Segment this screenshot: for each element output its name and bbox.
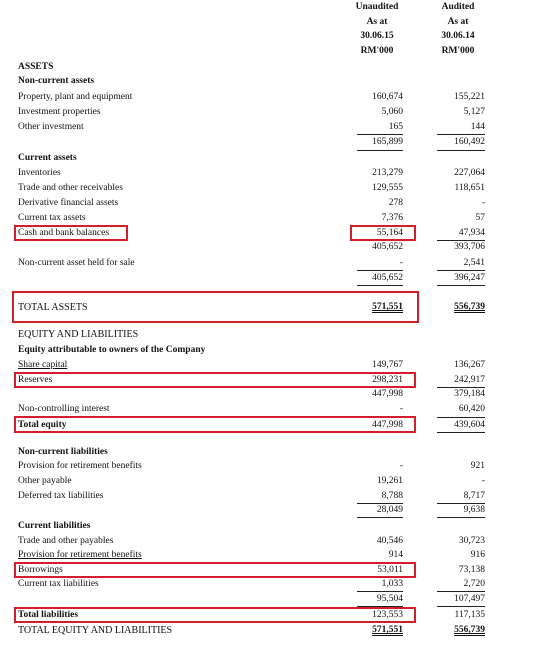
- row-label: Investment properties: [18, 107, 101, 117]
- total-equity-2015: 447,998: [372, 420, 403, 430]
- row-label: Inventories: [18, 168, 61, 178]
- value-2015: 129,555: [372, 183, 403, 193]
- subtotal-2015: 405,652: [372, 273, 403, 283]
- total-equity-2014: 439,604: [454, 420, 485, 430]
- value-2014: 921: [470, 461, 485, 471]
- row-label: Non-current asset held for sale: [18, 258, 135, 268]
- subtotal-2014: 396,247: [454, 273, 485, 283]
- total-liabilities-2014: 117,135: [454, 610, 485, 620]
- row-label: Non-controlling interest: [18, 404, 110, 414]
- row-label: Deferred tax liabilities: [18, 491, 104, 501]
- value-2015: 914: [388, 550, 403, 560]
- highlight-total-equity: [14, 416, 416, 433]
- section-title-equity: EQUITY AND LIABILITIES: [18, 329, 139, 340]
- value-2014: -: [481, 476, 485, 486]
- value-2014: 916: [470, 550, 485, 560]
- value-2015: 213,279: [372, 168, 403, 178]
- subtotal-2014: 379,184: [454, 389, 485, 399]
- value-2014: 136,267: [454, 360, 485, 370]
- highlight-cash-label: [14, 225, 128, 241]
- value-2014: 2,541: [463, 258, 485, 268]
- rule: [357, 591, 403, 592]
- total-assets-2015: 571,551: [372, 302, 403, 312]
- value-2015: 149,767: [372, 360, 403, 370]
- value-2014: 118,651: [454, 183, 485, 193]
- value-2015: 40,546: [376, 536, 403, 546]
- value-2015: 1,033: [381, 579, 403, 589]
- row-label: Cash and bank balances: [18, 228, 110, 238]
- row-label: Current tax assets: [18, 213, 86, 223]
- row-label: Other payable: [18, 476, 72, 486]
- rule: [357, 517, 403, 518]
- rule: [437, 591, 485, 592]
- total-liabilities-2015: 123,553: [372, 610, 403, 620]
- highlight-reserves: [14, 372, 416, 388]
- value-2014: 8,717: [463, 491, 485, 501]
- highlight-cash-value: [350, 225, 416, 241]
- value-2014: 47,934: [458, 228, 485, 238]
- rule: [437, 134, 485, 135]
- row-label: Derivative financial assets: [18, 198, 119, 208]
- highlight-total-liabilities: [14, 607, 416, 623]
- row-label: Trade and other payables: [18, 536, 114, 546]
- header-line: Audited: [441, 2, 475, 12]
- grand-total-2015: 571,551: [372, 625, 403, 635]
- grand-total-2014: 556,739: [454, 625, 485, 635]
- value-2015: 53,011: [377, 565, 403, 575]
- value-2015: 298,231: [372, 375, 403, 385]
- value-2014: -: [481, 198, 485, 208]
- subsection-title: Current liabilities: [18, 521, 91, 531]
- row-label: Reserves: [18, 375, 53, 385]
- value-2015: -: [399, 258, 403, 268]
- value-2015: 55,164: [376, 228, 403, 238]
- rule: [437, 432, 485, 433]
- subtotal-2015: 447,998: [372, 389, 403, 399]
- subtotal-2014: 160,492: [454, 137, 485, 147]
- subtotal-2015: 165,899: [372, 137, 403, 147]
- highlight-borrowings: [14, 562, 416, 578]
- total-equity-liabilities-label: TOTAL EQUITY AND LIABILITIES: [18, 625, 173, 636]
- rule: [437, 150, 485, 151]
- rule: [357, 503, 403, 504]
- value-2014: 155,221: [454, 92, 485, 102]
- header-line: As at: [447, 17, 469, 27]
- row-label: Borrowings: [18, 565, 63, 575]
- rule: [437, 270, 485, 271]
- value-2015: 278: [388, 198, 403, 208]
- total-assets-2014: 556,739: [454, 302, 485, 312]
- subtotal-2015: 28,049: [376, 505, 403, 515]
- rule: [357, 150, 403, 151]
- total-equity-label: Total equity: [18, 420, 67, 430]
- header-line: RM'000: [441, 46, 475, 56]
- value-2015: 8,788: [381, 491, 403, 501]
- row-label: Share capital: [18, 360, 68, 370]
- header-line: Unaudited: [355, 2, 399, 12]
- subsection-title: Non-current assets: [18, 76, 95, 86]
- subtotal-2015: 95,504: [376, 594, 403, 604]
- rule: [437, 285, 485, 286]
- value-2014: 242,917: [454, 375, 485, 385]
- rule: [437, 606, 485, 607]
- rule: [437, 517, 485, 518]
- rule: [357, 270, 403, 271]
- row-label: Trade and other receivables: [18, 183, 123, 193]
- value-2014: 60,420: [458, 404, 485, 414]
- value-2015: 7,376: [381, 213, 403, 223]
- highlight-total-assets: [12, 291, 419, 323]
- rule: [437, 503, 485, 504]
- subtotal-2014: 9,638: [463, 505, 485, 515]
- rule: [357, 285, 403, 286]
- subsection-title: Non-current liabilities: [18, 447, 108, 457]
- rule: [437, 240, 485, 241]
- total-assets-label: TOTAL ASSETS: [18, 302, 88, 313]
- row-label: Current tax liabilities: [18, 579, 99, 589]
- header-line: As at: [366, 17, 388, 27]
- header-line: 30.06.14: [441, 31, 475, 41]
- value-2014: 2,720: [463, 579, 485, 589]
- value-2014: 227,064: [454, 168, 485, 178]
- row-label: Provision for retirement benefits: [18, 461, 142, 471]
- rule: [437, 417, 485, 418]
- rule: [437, 387, 485, 388]
- value-2014: 57: [475, 213, 485, 223]
- value-2014: 30,723: [458, 536, 485, 546]
- value-2015: 165: [388, 122, 403, 132]
- subsection-title: Equity attributable to owners of the Company: [18, 345, 206, 355]
- subtotal-2014: 107,497: [454, 594, 485, 604]
- header-line: 30.06.15: [360, 31, 394, 41]
- rule: [357, 134, 403, 135]
- subtotal-2014: 393,706: [454, 242, 485, 252]
- header-line: RM'000: [360, 46, 394, 56]
- value-2014: 5,127: [463, 107, 485, 117]
- row-label: Property, plant and equipment: [18, 92, 133, 102]
- subtotal-2015: 405,652: [372, 242, 403, 252]
- total-liabilities-label: Total liabilities: [18, 610, 79, 620]
- value-2015: -: [399, 404, 403, 414]
- value-2015: 19,261: [376, 476, 403, 486]
- value-2015: 5,060: [381, 107, 403, 117]
- value-2014: 73,138: [458, 565, 485, 575]
- value-2015: -: [399, 461, 403, 471]
- value-2014: 144: [470, 122, 485, 132]
- row-label: Other investment: [18, 122, 84, 132]
- subsection-title: Current assets: [18, 153, 77, 163]
- row-label: Provision for retirement benefits: [18, 550, 142, 560]
- section-title-assets: ASSETS: [18, 62, 54, 72]
- value-2015: 160,674: [372, 92, 403, 102]
